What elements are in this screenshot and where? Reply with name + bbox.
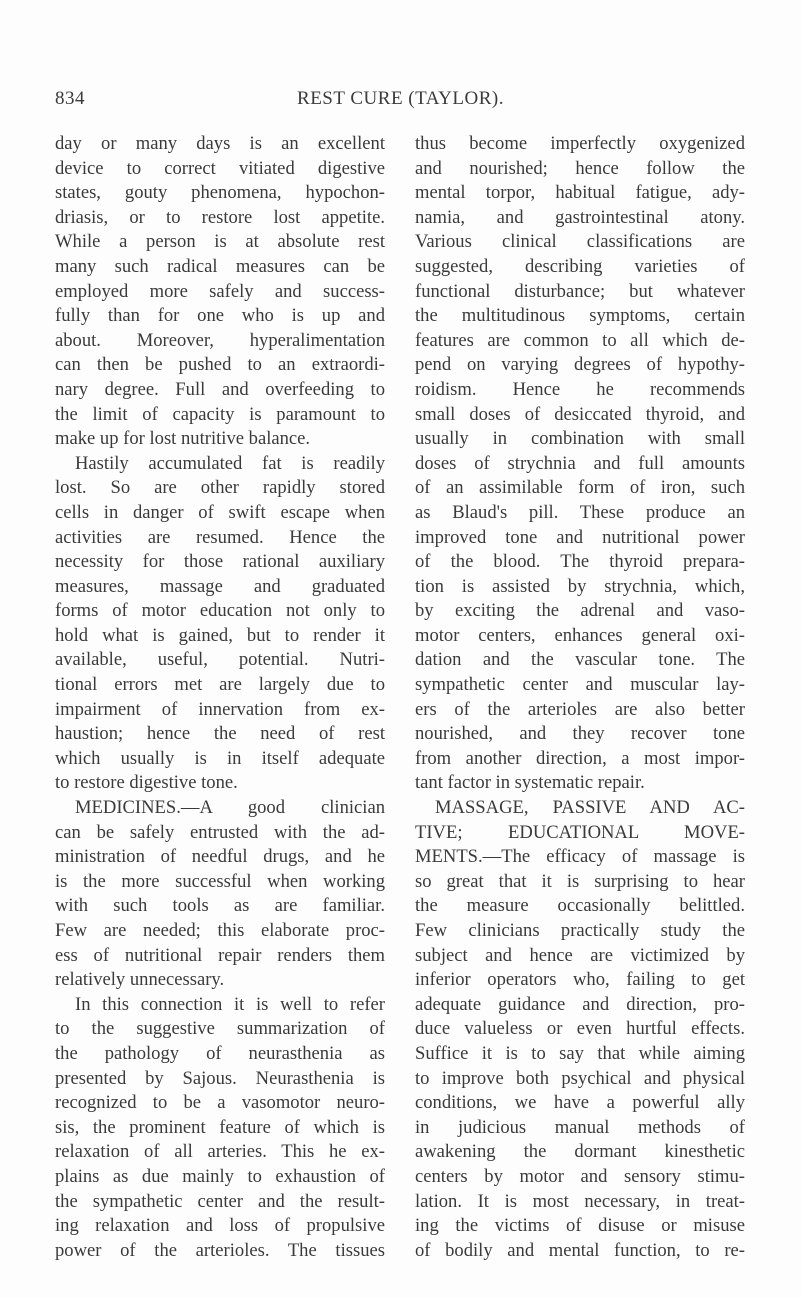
text-line: adequate guidance and direction, pro- (415, 993, 745, 1015)
text-line: the pathology of neurasthenia as (55, 1042, 385, 1064)
text-line: features are common to all which de- (415, 329, 745, 351)
text-line: doses of strychnia and full amounts (415, 452, 745, 474)
page-number: 834 (55, 88, 85, 109)
text-line: ing the victims of disuse or misuse (415, 1215, 745, 1237)
text-line: relatively unnecessary. (55, 969, 225, 991)
text-line: can then be pushed to an extraordi- (55, 354, 385, 376)
text-line: employed more safely and success- (55, 280, 385, 302)
text-line: can be safely entrusted with the ad- (55, 821, 385, 843)
text-line: as Blaud's pill. These produce an (415, 501, 745, 523)
text-line: motor centers, enhances general oxi- (415, 624, 745, 646)
text-line: hold what is gained, but to render it (55, 624, 385, 646)
text-line: the measure occasionally belittled. (415, 895, 745, 917)
text-line: ess of nutritional repair renders them (55, 944, 385, 966)
text-line: device to correct vitiated digestive (55, 157, 385, 179)
text-line: which usually is in itself adequate (55, 747, 385, 769)
text-line: lation. It is most necessary, in treat- (415, 1190, 745, 1212)
text-line: recognized to be a vasomotor neuro- (55, 1092, 385, 1114)
text-line: relaxation of all arteries. This he ex- (55, 1141, 385, 1163)
text-line: plains as due mainly to exhaustion of (55, 1165, 385, 1187)
text-line: and nourished; hence follow the (415, 157, 745, 179)
text-line: Few clinicians practically study the (415, 920, 745, 941)
text-line: is the more successful when working (55, 870, 385, 892)
text-line: centers by motor and sensory stimu- (415, 1165, 745, 1187)
text-line: roidism. Hence he recommends (415, 378, 745, 400)
text-line: pend on varying degrees of hypothy- (415, 354, 745, 376)
text-line: states, gouty phenomena, hypochon- (55, 182, 385, 204)
text-line: about. Moreover, hyperalimentation (55, 329, 385, 351)
text-line: haustion; hence the need of rest (55, 723, 385, 745)
text-line: MENTS.—The efficacy of massage is (415, 846, 745, 868)
text-line: nourished, and they recover tone (415, 723, 745, 745)
text-line: dation and the vascular tone. The (415, 649, 745, 671)
text-line: so great that it is surprising to hear (415, 870, 745, 892)
text-line: presented by Sajous. Neurasthenia is (55, 1067, 385, 1089)
text-line: cells in danger of swift escape when (55, 501, 385, 523)
text-line: tional errors met are largely due to (55, 674, 385, 696)
text-line: available, useful, potential. Nutri- (55, 649, 385, 671)
text-line: improved tone and nutritional power (415, 526, 745, 548)
text-line: TIVE; EDUCATIONAL MOVE- (415, 821, 745, 843)
text-line: to restore digestive tone. (55, 772, 238, 794)
text-line: measures, massage and graduated (55, 575, 385, 597)
text-line: fully than for one who is up and (55, 305, 385, 327)
text-line: sis, the prominent feature of which is (55, 1116, 385, 1138)
text-line: to improve both psychical and physical (415, 1067, 745, 1089)
text-line: impairment of innervation from ex- (55, 698, 385, 720)
text-line: necessity for those rational auxiliary (55, 551, 385, 573)
text-line: in judicious manual methods of (415, 1116, 745, 1138)
text-line: driasis, or to restore lost appetite. (55, 206, 385, 228)
text-line: with such tools as are familiar. (55, 895, 385, 917)
text-line: MEDICINES.—A good clinician (75, 797, 385, 819)
text-line: MASSAGE, PASSIVE AND AC- (435, 797, 745, 819)
text-line: Various clinical classifications are (415, 231, 745, 253)
text-line: many such radical measures can be (55, 255, 385, 277)
text-line: functional disturbance; but whatever (415, 280, 745, 302)
text-line: ers of the arterioles are also better (415, 698, 745, 720)
text-line: suggested, describing varieties of (415, 255, 745, 277)
text-line: make up for lost nutritive balance. (55, 428, 311, 450)
right-column (415, 132, 745, 1263)
text-line: Suffice it is to say that while aiming (415, 1042, 745, 1064)
text-line: Few are needed; this elaborate proc- (55, 920, 385, 941)
text-line: the limit of capacity is paramount to (55, 403, 385, 425)
text-line: inferior operators who, failing to get (415, 969, 745, 991)
text-line: thus become imperfectly oxygenized (415, 133, 745, 154)
left-column (55, 132, 385, 1263)
text-line: of the blood. The thyroid prepara- (415, 551, 745, 573)
text-line: ministration of needful drugs, and he (55, 846, 385, 868)
text-line: from another direction, a most impor- (415, 747, 745, 769)
text-line: the sympathetic center and the result- (55, 1190, 385, 1212)
text-line: the multitudinous symptoms, certain (415, 305, 745, 327)
text-line: sympathetic center and muscular lay- (415, 674, 745, 696)
text-line: of an assimilable form of iron, such (415, 477, 745, 499)
text-line: awakening the dormant kinesthetic (415, 1141, 745, 1163)
running-title: REST CURE (TAYLOR). (297, 88, 504, 109)
text-line: tion is assisted by strychnia, which, (415, 575, 745, 597)
text-line: by exciting the adrenal and vaso- (415, 600, 745, 622)
text-line: of bodily and mental function, to re- (415, 1239, 745, 1261)
text-line: to the suggestive summarization of (55, 1018, 385, 1040)
text-line: day or many days is an excellent (55, 133, 385, 154)
text-line: While a person is at absolute rest (55, 231, 385, 253)
text-line: In this connection it is well to refer (75, 993, 385, 1015)
text-line: usually in combination with small (415, 428, 745, 450)
text-line: activities are resumed. Hence the (55, 526, 385, 548)
text-line: small doses of desiccated thyroid, and (415, 403, 745, 425)
text-line: mental torpor, habitual fatigue, ady- (415, 182, 745, 204)
text-line: lost. So are other rapidly stored (55, 477, 385, 499)
text-line: namia, and gastrointestinal atony. (415, 206, 745, 228)
text-line: nary degree. Full and overfeeding to (55, 378, 385, 400)
text-line: forms of motor education not only to (55, 600, 385, 622)
text-line: subject and hence are victimized by (415, 944, 745, 966)
text-line: Hastily accumulated fat is readily (75, 452, 385, 474)
text-line: power of the arterioles. The tissues (55, 1239, 385, 1261)
text-line: ing relaxation and loss of propulsive (55, 1215, 385, 1237)
text-line: duce valueless or even hurtful effects. (415, 1018, 745, 1040)
text-line: conditions, we have a powerful ally (415, 1092, 745, 1114)
text-line: tant factor in systematic repair. (415, 772, 645, 794)
